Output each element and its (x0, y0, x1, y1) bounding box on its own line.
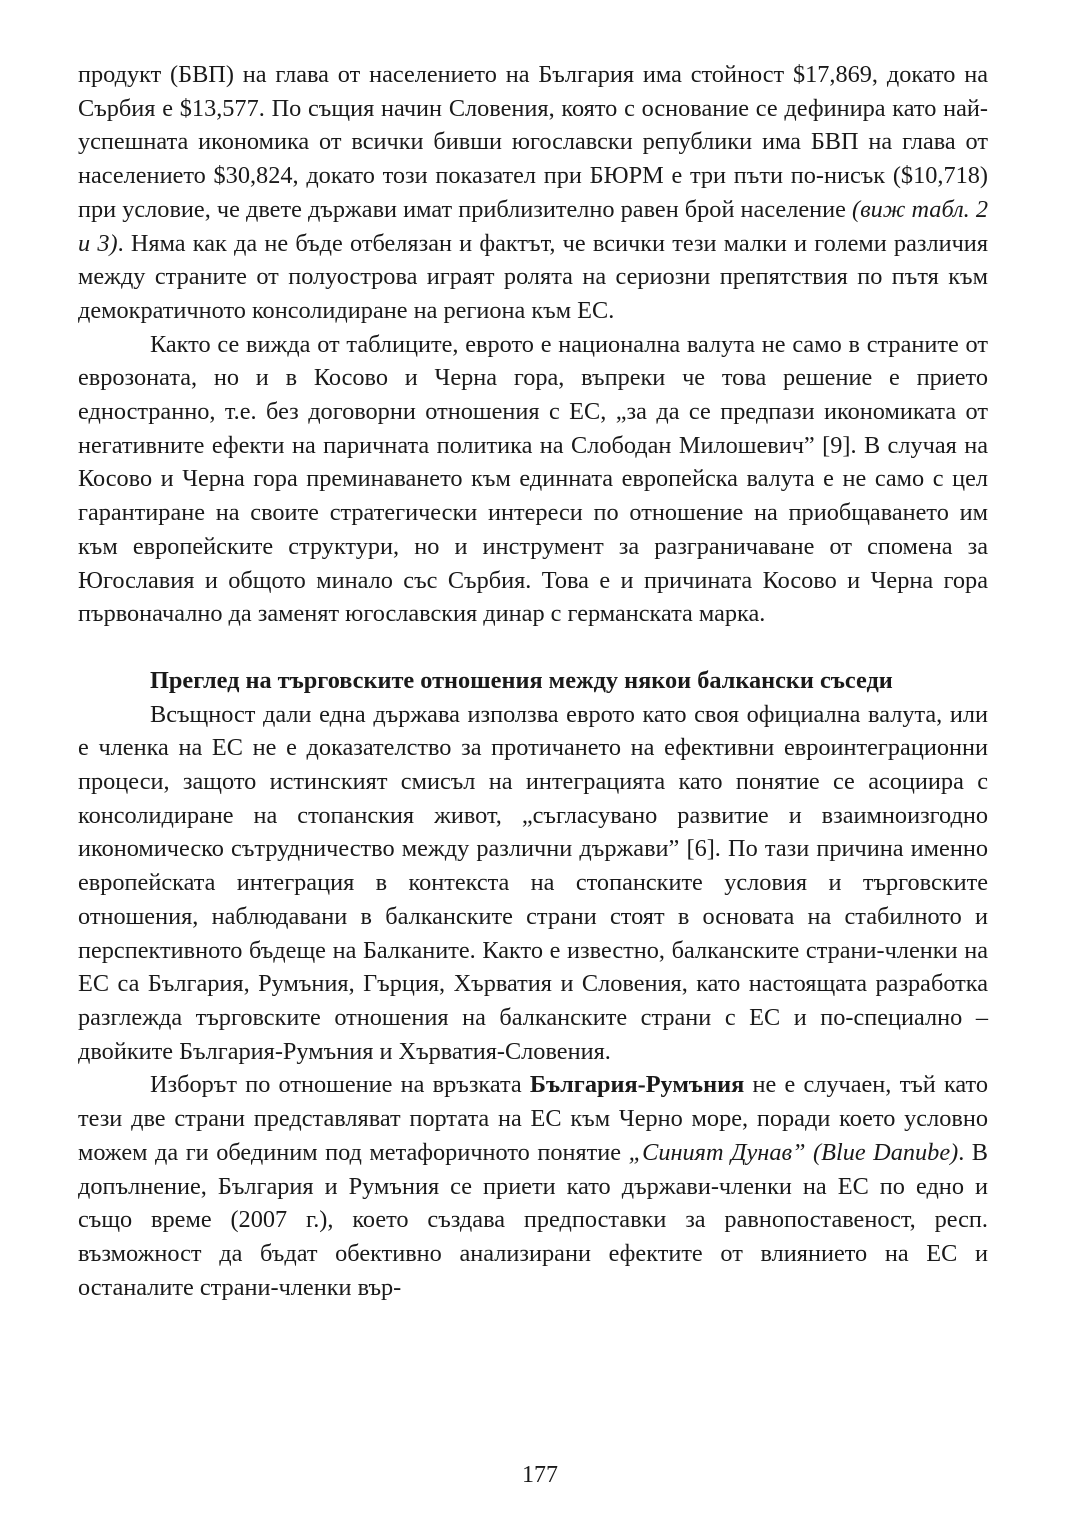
paragraph-bulgaria-romania (78, 1068, 988, 1304)
section-heading: Преглед на търговските отношения между някои балкански съседи (150, 666, 893, 694)
bold-term: България-Румъния (529, 1071, 745, 1099)
page-number: 177 (522, 1462, 558, 1488)
paragraph-text: продукт (БВП) на глава от населението на България има стойност $17,869, докато на Сърбия е $13,577. По същия начин Словения, която с основание се дефинира като най-успешната икономика от всички бивши югославски републики има БВП на глава от населението $30,824, докато този показател при БЮРМ е три пъти по-нисък ($10,718) при условие, че двете държави имат приблизително равен брой население (78, 61, 988, 223)
paragraph-gdp-comparison (78, 58, 988, 328)
paragraph-text: Изборът по отношение на връзката (150, 1071, 530, 1099)
paragraph-text: . Няма как да не бъде отбелязан и фактът, че всички тези малки и големи различия между страните от полуострова играят ролята на сериозни препятствия по пътя към демократичното консолидиране на региона към ЕС. (78, 229, 988, 324)
paragraph-text: . В допълнение, България и Румъния се приети като държави-членки на ЕС по едно и също време (2007 г.), което създава предпоставки за равнопоставеност, респ. възможност да бъдат обективно анализирани ефектите от влиянието на ЕС и останалите страни-членки вър- (78, 1138, 988, 1301)
paragraph-text: не е случаен, тъй като тези две страни представляват портата на ЕС към Черно море, поради което условно можем да ги обединим под метафоричното понятие (78, 1071, 989, 1166)
page-body (78, 58, 988, 1304)
paragraph-euro-currency: Както се вижда от таблиците, еврото е национална валута не само в страните от еврозоната, но и в Косово и Черна гора, въпреки че това решение е прието едностранно, т.е. без договорни отношения с ЕС, „за да се предпази икономиката от негативните ефекти на паричната политика на Слободан Милошевич” [9]. В случая на Косово и Черна гора преминаването към единната европейска валута е не само с цел гарантиране на своите стратегически интереси по отношение на приобщаването им към европейските структури, но и инструмент за разграничаване от спомена за Югославия и общото минало със Сърбия. Това е и причината Косово и Черна гора първоначално да заменят югославския динар с германската марка. (78, 330, 988, 628)
table-reference: (виж табл. 2 и 3) (78, 195, 988, 257)
paragraph-integration: Всъщност дали една държава използва еврото като своя официална валута, или е членка на ЕС не е доказателство за протичането на ефективни евроинтеграционни процеси, защото истинският смисъл на интеграцията като понятие се асоциира с консолидиране на стопанския живот, „съгласувано развитие и взаимноизгодно икономическо сътрудничество между различни държави” [6]. По тази причина именно европейската интеграция в контекста на стопанските условия и търговските отношения, наблюдавани в балканските страни стоят в основата на стабилното и перспективното бъдеще на Балканите. Както е известно, балканските страни-членки на ЕС са България, Румъния, Гърция, Хърватия и Словения, като настоящата разработка разглежда търговските отношения на балканските страни с ЕС и по-специално – двойките България-Румъния и Хърватия-Словения. (78, 700, 988, 1065)
italic-term: „Синият Дунав” (Blue Danube) (628, 1138, 959, 1166)
